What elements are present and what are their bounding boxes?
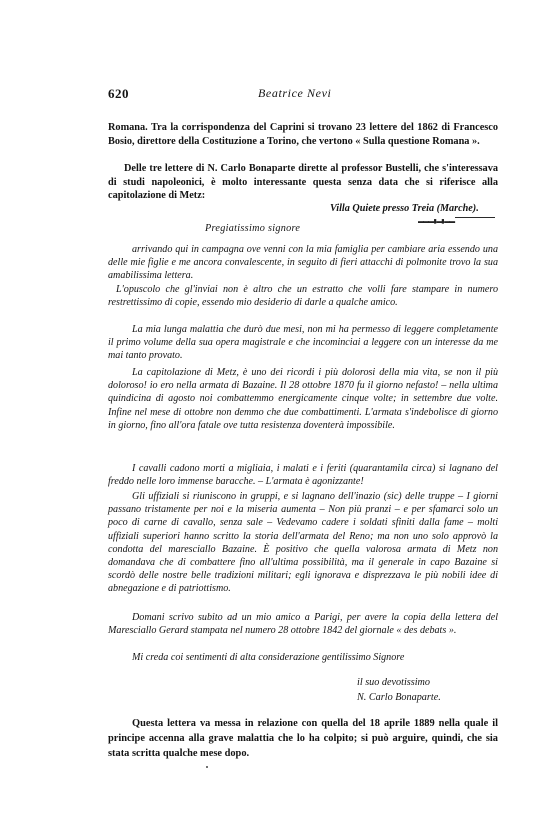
letter-paragraph-3: La mia lunga malattia che durò due mesi, non mi ha permesso di leggere completamente il primo volume della sua opera magistrale e che incominciai a leggere con un interesse da me mai tanto provato. xyxy=(108,324,498,362)
letter-paragraph-7: Domani scrivo subito ad un mio amico a Parigi, per avere la copia della lettera del Maresciallo Gerard stampata nel numero 28 ottobre 1842 del giornale « des debats ». xyxy=(108,612,498,637)
letter-place: Villa Quiete presso Treia (Marche). xyxy=(330,203,479,214)
running-head: Beatrice Nevi xyxy=(258,86,332,100)
page-header xyxy=(108,86,498,102)
closing-commentary-paragraph: Questa lettera va messa in relazione con quella del 18 aprile 1889 nella quale il principe accenna alla grave malattia che lo ha colpito; si può arguire, quindi, che sia stata scritta qualche mese dopo. xyxy=(108,718,498,759)
letter-closing: il suo devotissimo xyxy=(357,677,431,688)
place-underline xyxy=(455,217,495,218)
ink-speck xyxy=(206,766,208,768)
letter-paragraph-8: Mi creda coi sentimenti di alta considerazione gentilissimo Signore xyxy=(132,652,405,663)
letter-paragraph-2: L'opuscolo che gl'inviai non è altro che un estratto che volli fare stampare in numero restrettissimo di copie, essendo mio desiderio di darle a qualche amico. xyxy=(108,284,498,309)
letter-paragraph-5: I cavalli cadono morti a migliaia, i malati e i feriti (quarantamila circa) si lagnano del freddo nelle loro immense baracche. – L'armata è agonizzante! xyxy=(108,463,498,488)
letter-signature: N. Carlo Bonaparte. xyxy=(357,692,441,703)
intro-paragraph-1: Romana. Tra la corrispondenza del Caprini si trovano 23 lettere del 1862 di Francesco Bosio, direttore della Costituzione a Torino, che vertono « Sulla questione Romana ». xyxy=(108,122,498,147)
page-number: 620 xyxy=(108,86,129,101)
letter-paragraph-6: Gli uffiziali si riuniscono in gruppi, e si lagnano dell'inazio (sic) delle truppe – I giorni passano tristamente per noi e la miseria aumenta – Non più pranzi – e per sfamarci solo un poco di carne di cavallo, senza sale – Vedevamo cadere i soldati sfiniti dalla fame – molti uffiziali superiori hanno scritto la storia dell'armata del Reno; ma non uno solo approvò la condotta del maresciallo Bazaine. È positivo che quella valorosa armata di Metz non domandava che di combattere fino all'ultima possibilità, ma il generale in capo Bazaine si scordò delle nostre belle tradizioni militari; egli ignorava e disprezzava le più nobili idee di abnegazione e di patriottismo. xyxy=(108,491,498,595)
intro-paragraph-2: Delle tre lettere di N. Carlo Bonaparte dirette al professor Bustelli, che s'interessava di studi napoleonici, è molto interessante questa senza data che si riferisce alla capitolazione di Metz: xyxy=(108,163,498,202)
letter-paragraph-4: La capitolazione di Metz, è uno dei ricordi i più dolorosi della mia vita, se non il più doloroso! io ero nella armata di Bazaine. Il 28 ottobre 1870 fu il giorno nefasto! – nella ultima quindicina di agosto noi combattemmo energicamente cinque volte; in settembre due volte. Infine nel mese di ottobre non demmo che due combattimenti. L'armata s'indebolisce di giorno in giorno, fino all'ora fatale ove tutta resistenza doventerà impossibile. xyxy=(108,367,498,431)
letter-salutation: Pregiatissimo signore xyxy=(205,223,301,234)
letter-paragraph-1: arrivando qui in campagna ove venni con la mia famiglia per cambiare aria essendo una delle mie figlie e me ancora convalescente, in seguito di fieri attacchi di polmonite trovo la sua amabilissima lettera. xyxy=(108,244,498,282)
handwritten-scribble: ▬▬▬ ▮ ▬▮ ▬▬ xyxy=(418,219,455,225)
